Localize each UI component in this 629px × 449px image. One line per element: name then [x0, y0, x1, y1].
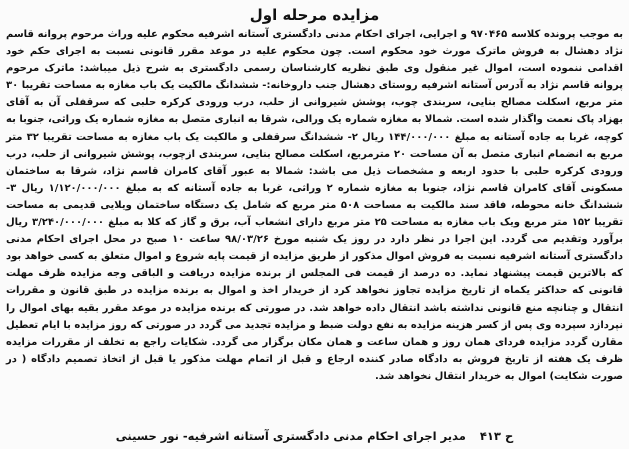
notice-body: به موجب پرونده کلاسه ۹۷۰۴۶۵ و اجرایی، اجرای احکام مدنی دادگستری آستانه اشرفیه محکوم علیه وراث مرحوم پروانه قاسم نژاد دهشال به فروش ماترک مورث خود محکوم است. چون محکوم علیه در موعد مقرر قانونی نسبت به اجرای حکم خود اقدامی ننموده است، اموال غیر منقول وی طبق نظریه کارشناسان رسمی دادگستری به شرح ذیل میباشد: ماترک مرحوم پروانه قاسم نژاد به آدرس آستانه اشرفیه روستای دهشال جنب داروخانه:- ششدانگ مالکیت یک باب مغازه به مساحت تقریبا ۳۰ متر مربع، اسکلت مصالح بنایی، سربندی چوب، پوشش شیروانی از حلب، درب ورودی کرکره حلبی که سرقفلی آن به آقای بهزاد پاک نعمت واگذار شده است. شمالا به مغازه شماره یک ورالی، شرقا به انباری متصل به مغازه شماره یک وراثی، جنوبا به کوچه، غربا به جاده آستانه به مبلغ ۱۴۴/۰۰۰/۰۰۰ ریال ۲- ششدانگ سرقفلی و مالکیت یک باب مغازه به مساحت تقریبا ۳۲ متر مربع به انضمام انباری متصل به آن مساحت ۲۰ مترمربع، اسکلت مصالح بنایی، سربندی ازچوب، پوشش شیروانی از حلب، درب ورودی کرکره حلبی با حدود اربعه و مشخصات ذیل می باشد: شمالا به عبور آقای کامران قاسم نژاد، شرقا به ساختمان مسکونی آقای کامران قاسم نژاد، جنوبا به مغازه شماره ۲ وراثی، غربا به جاده آستانه که به مبلغ ۱/۱۲۰/۰۰۰/۰۰۰ ریال ۳- ششدانگ خانه محوطه، فاقد سند مالکیت به مساحت ۵۰۸ متر مربع که شامل یک دستگاه ساختمان ویلایی قدیمی به مساحت تقریبا ۱۵۲ متر مربع ویک باب مغازه به مساحت ۲۵ متر مربع دارای انشعاب آب، برق و گاز که کلا به مبلغ ۳/۲۴۰/۰۰۰/۰۰۰ ریال برآورد وتقدیم می گردد. این اجرا در نظر دارد در روز یک شنبه مورخ ۹۸/۰۳/۲۶ ساعت ۱۰ صبح در محل اجرای احکام مدنی دادگستری آستانه اشرفیه نسبت به فروش اموال مذکور از طریق مزایده از قیمت پایه شروع و اموال متعلق به کسی خواهد بود که بالاترین قیمت پیشنهاد نماید. ده درصد از قیمت فی المجلس از برنده مزایده دریافت و الباقی وجه مزایده ظرف مهلت قانونی که حداکثر یکماه از تاریخ مزایده تجاوز نخواهد کرد از خریدار اخذ و اموال به برنده مزایده در طبق قانون و مقررات انتقال و چنانچه منع قانونی نداشته باشد انتقال داده خواهد شد. در صورتی که برنده مزایده در موعد مقرر بقیه بهای اموال را نپردازد سپرده وی پس از کسر هزینه مزایده به نفع دولت ضبط و مزایده تجدید می گردد در صورتی که روز مزایده با ایام تعطیل مقارن گردد مزایده فردای همان روز و همان ساعت و همان مکان برگزار می گردد. شکایات راجع به تخلف از مقررات مزایده ظرف یک هفته از تاریخ فروش به دادگاه صادر کننده ارجاع و قبل از اتمام مهلت مذکور یا قبل از اتخاذ تصمیم دادگاه ( در صورت شکایت) اموال به خریدار انتقال نخواهد شد. [6, 29, 624, 382]
notice-signature: مدیر اجرای احکام مدنی دادگستری آستانه اشرفیه- نور حسینی [115, 429, 466, 443]
notice-title: مزایده مرحله اول [249, 6, 380, 24]
notice-footer [6, 427, 623, 445]
notice-code: ح ۴۱۳ [479, 429, 514, 443]
